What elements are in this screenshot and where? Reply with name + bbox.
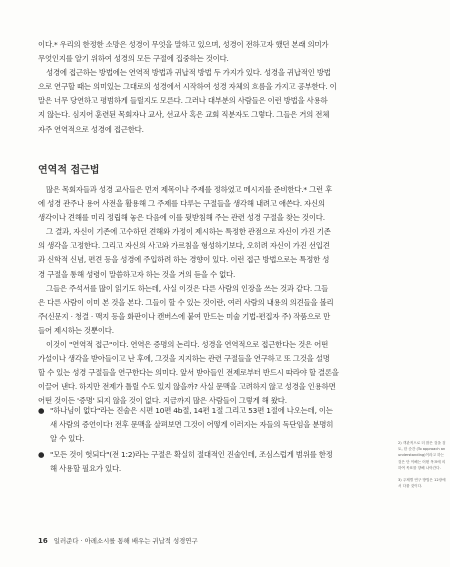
bullet-dot-icon: ● — [38, 450, 45, 460]
bullet-item — [38, 448, 391, 476]
page-number: 16 — [38, 537, 48, 545]
body-paragraph-line: 할 수 있는 성경 구절들을 연구한다는 의미다. 앞서 받아들인 전제로부터 반드시 따라야 할 결론을 — [38, 368, 339, 378]
body-paragraph-line: 과 신학적 신념, 편견 등을 성경에 주입하려 하는 경향이 있다. 이런 접근 방법으로는 특정한 성 — [38, 255, 330, 265]
body-paragraph-line: 의 생각을 고정한다. 그리고 자신의 사고와 가르침을 형성하기보다, 오히려 자신이 가진 선입견 — [38, 241, 330, 251]
page-footer — [38, 536, 198, 545]
bullet-line: 해 사용할 필요가 있다. — [50, 464, 122, 474]
intro-paragraph-line: 으로 연구할 때는 의미있는 그대로의 성경에서 시작하여 성경 자체의 흐름을 가지고 공부한다. 이 — [38, 82, 337, 92]
body-paragraph-line: 그들은 주석서를 많이 읽기도 하는데, 사실 이것은 다른 사람의 인장을 쓰는 것과 같다. 그들 — [46, 283, 329, 293]
bullet-line: "모든 것이 헛되다"(전 1:2)라는 구절은 확실히 절대적인 진술인데, 조심스럽게 범위를 한정 — [50, 450, 333, 460]
intro-paragraph-line: 지 않는다. 심지어 훈련된 목회자나 교사, 선교사 혹은 교회 직분자도 그렇다. 그들은 거의 전체 — [38, 110, 330, 120]
intro-paragraph-line: 성경에 접근하는 방법에는 연역적 방법과 귀납적 방법 두 가지가 있다. 성경을 귀납적인 방법 — [46, 68, 331, 78]
body-paragraph-line: 주(신문지 · 청결 · 맥지 등을 화판이나 캔버스에 붙여 만드는 미술 기법-편집자 주) 작품으로 만 — [38, 311, 331, 321]
bullet-line: 알 수 있다. — [50, 434, 85, 444]
body-paragraph — [38, 183, 391, 409]
body-paragraph-line: 은 다른 사람이 이미 본 것을 본다. 그들이 할 수 있는 것이란, 여러 사람의 내용의 의견들을 볼리 — [38, 297, 334, 307]
body-paragraph-line: 생각이나 견해를 미리 정립해 놓은 다음에 이를 뒷받침해 주는 관련 성경 구절을 찾는 것이다. — [38, 213, 325, 223]
body-paragraph-line: 많은 목회자들과 성경 교사들은 먼저 제목이나 주제를 정하였고 메시지를 준비한다.* 그런 후 — [46, 185, 333, 194]
body-paragraph-line: 어떤 것이든 '증명' 되지 않을 것이 없다. 지금까지 많은 사람들이 그렇게 해 왔다. — [38, 396, 287, 406]
sidenote: 3) 주제별 연구 방법은 12장에서 다룰 것이다. — [398, 478, 446, 489]
intro-paragraph-line: 무엇인지를 알기 위하여 성경의 모든 구절에 집중하는 것이다. — [38, 54, 229, 64]
body-paragraph-line: 이끌어 낸다. 하지만 전제가 틀릴 수도 있지 않을까? 사실 문맥을 고려하지 않고 성경을 인용하면 — [38, 382, 336, 392]
intro-paragraph-line: 이다.* 우리의 한정한 소망은 성경이 무엇을 말하고 있으며, 성경이 전하고자 했던 본래 의미가 — [38, 40, 329, 49]
body-paragraph-line: 가설이나 생각을 받아들이고 난 후에, 그것을 지지하는 관련 구절들을 연구하고 또 그것을 설명 — [38, 354, 330, 364]
bullet-line: "하나님이 없다"라는 진술은 시편 10편 4b절, 14편 1절 그리고 53편 1절에 나오는데, 이는 — [50, 406, 333, 415]
bullet-dot-icon: ● — [38, 406, 45, 415]
intro-paragraph-line: 자주 연역적으로 성경에 접근한다. — [38, 124, 144, 134]
body-paragraph-line: 에 성경 관주나 용어 사전을 활용해 그 주제를 다루는 구절들을 생각해 내려고 애쓴다. 자신의 — [38, 199, 325, 209]
bullet-item — [38, 404, 391, 446]
bullet-list — [38, 404, 391, 478]
sidenote: 2) 객관적으로 더 많은 것을 검토, 한 순간 (To approach an understanding)이라고 하는 것은 단 이해는 어떤 목표에 의하여 목표를 향해 나아간다. — [398, 441, 446, 470]
sidenotes — [398, 440, 448, 495]
intro-paragraph — [38, 38, 391, 137]
running-title: 일러준다 · 아레소시를 통해 배우는 귀납적 성경연구 — [53, 537, 198, 545]
intro-paragraph-line: 말은 너무 당연하고 평범하게 들릴지도 모른다. 그러나 대부분의 사람들은 이런 방법을 사용하 — [38, 96, 328, 106]
section-heading: 연역적 접근법 — [38, 165, 100, 176]
body-paragraph-line: 그 결과, 자신이 기존에 고수하던 견해와 가정이 제시하는 특정한 관점으로 자신이 가진 기존 — [46, 227, 331, 237]
bullet-line: 새 사람의 증언이다! 전후 문맥을 살펴보면 그것이 어떻게 이러지는 자들의 독단임을 분명히 — [50, 420, 334, 430]
body-paragraph-line: 들어 제시하는 것뿐이다. — [38, 325, 114, 335]
body-paragraph-line: 이것이 "연역적 접근"이다. 연역은 증명의 논리다. 성경을 연역적으로 접근한다는 것은 어떤 — [46, 340, 329, 350]
body-paragraph-line: 경 구절을 통해 성령이 말씀하고자 하는 것을 거의 듣을 수 없다. — [38, 269, 236, 279]
